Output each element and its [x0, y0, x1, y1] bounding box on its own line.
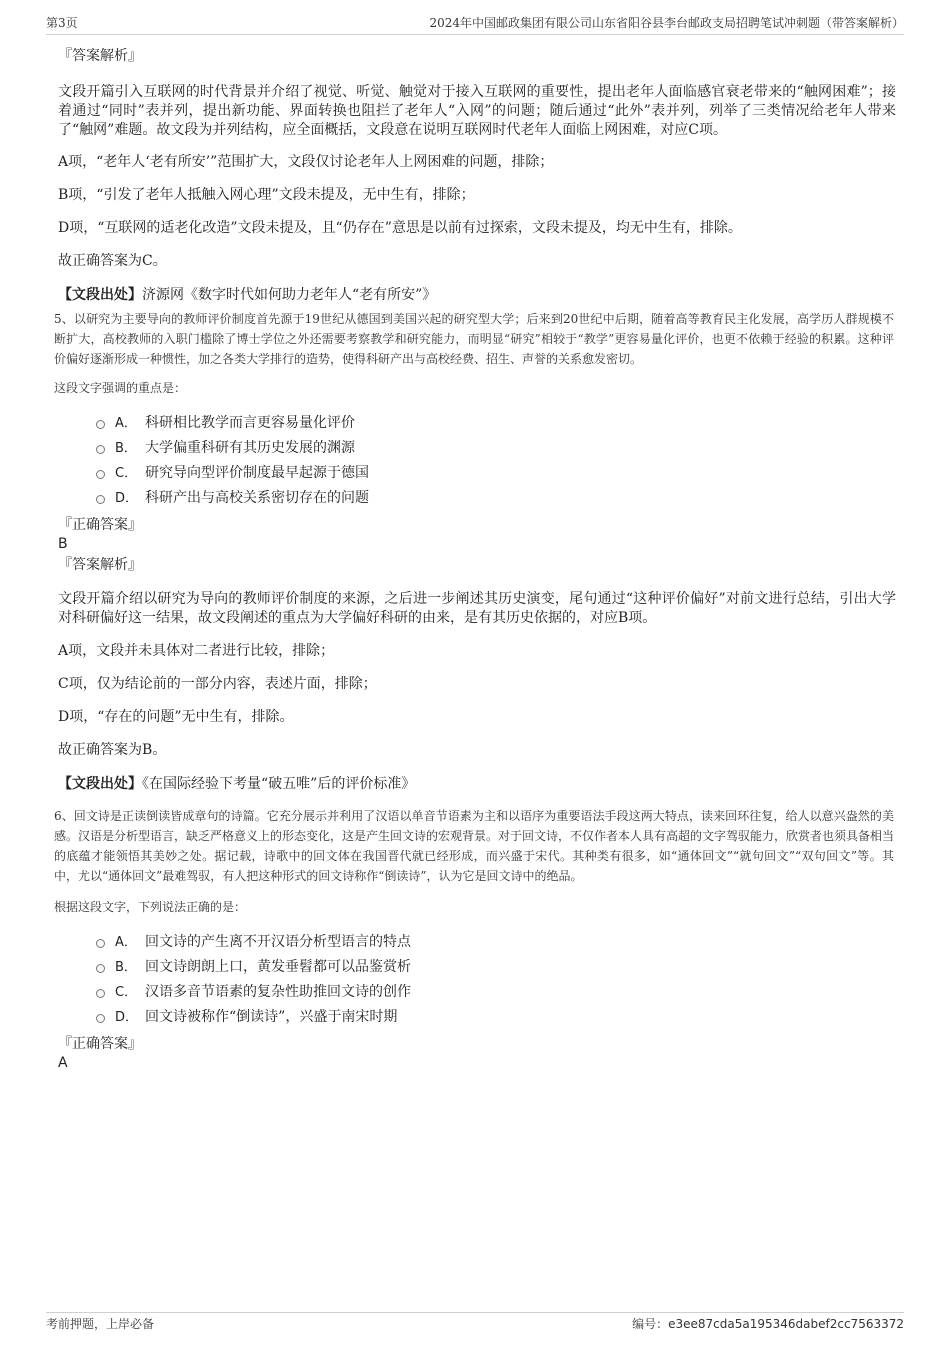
option-letter: C．: [115, 985, 138, 1000]
option-text: 回文诗被称作“倒读诗”，兴盛于南宋时期: [145, 1008, 398, 1025]
q4-conclusion: 故正确答案为C。: [58, 253, 167, 269]
radio-icon[interactable]: [96, 989, 105, 998]
q5-analysis-heading: 『答案解析』: [58, 557, 142, 573]
option-text: 回文诗的产生离不开汉语分析型语言的特点: [145, 933, 411, 950]
q6-option-b[interactable]: [96, 953, 902, 978]
option-letter: A．: [115, 416, 137, 431]
q5-answer-heading: 『正确答案』: [58, 517, 142, 533]
option-text: 大学偏重科研有其历史发展的渊源: [145, 439, 355, 456]
q5-analysis-text: 文段开篇介绍以研究为导向的教师评价制度的来源，之后进一步阐述其历史演变，尾句通过“这种评价偏好”对前文进行总结，引出大学对科研偏好这一结果，故文段阐述的重点为大学偏好科研的由来，是有其历史依据的，对应B项。: [58, 591, 896, 626]
q4-analysis-text: 文段开篇引入互联网的时代背景并介绍了视觉、听觉、触觉对于接入互联网的重要性，提出老年人面临感官衰老带来的“触网困难”；接着通过“同时”表并列，提出新功能、界面转换也阻拦了老年人“入网”的问题；随后通过“此外”表并列，列举了三类情况给老年人带来了“触网”难题。故文段为并列结构，应全面概括，文段意在说明互联网时代老年人面临上网困难，对应C项。: [58, 84, 896, 138]
q5-option-a[interactable]: [96, 409, 902, 434]
q4-option-a-analysis: A项，“老年人‘老有所安’”范围扩大，文段仅讨论老年人上网困难的问题，排除；: [58, 154, 554, 170]
option-text: 汉语多音节语素的复杂性助推回文诗的创作: [145, 983, 411, 1000]
q6-passage: 6、回文诗是正读倒读皆成章句的诗篇。它充分展示并利用了汉语以单音节语素为主和以语序为重要语法手段这两大特点，读来回环往复，给人以意兴盎然的美感。汉语是分析型语言，缺乏严格意义上的形态变化，这是产生回文诗的宏观背景。对于回文诗，不仅作者本人具有高超的文字驾驭能力，欣赏者也须具备相当的底蕴才能领悟其美妙之处。据记载，诗歌中的回文体在我国晋代就已经形成，而兴盛于宋代。其种类有很多，如“通体回文”“就句回文”“双句回文”等。其中，尤以“通体回文”最难驾驭，有人把这种形式的回文诗称作“倒读诗”，认为它是回文诗中的绝品。: [54, 809, 895, 883]
q5-passage: 5、以研究为主要导向的教师评价制度首先源于19世纪从德国到美国兴起的研究型大学；后来到20世纪中后期，随着高等教育民主化发展，高学历人群规模不断扩大，高校教师的入职门槛除了博士学位之外还需要考察教学和研究能力，而明显“研究”相较于“教学”更容易量化评价，也更不依赖于经验的积累。这种评价偏好逐渐形成一种惯性，加之各类大学排行的造势，使得科研产出与高校经费、招生、声誉的关系愈发密切。: [54, 312, 894, 366]
option-text: 科研产出与高校关系密切存在的问题: [145, 489, 369, 506]
option-text: 回文诗朗朗上口，黄发垂髫都可以品鉴赏析: [145, 958, 411, 975]
q5-option-c-analysis: C项，仅为结论前的一部分内容，表述片面，排除；: [58, 676, 377, 692]
option-letter: D．: [115, 1010, 139, 1025]
page-footer: [46, 1312, 904, 1331]
q6-options: [96, 928, 902, 1028]
q6-option-c[interactable]: [96, 978, 902, 1003]
q6-option-d[interactable]: [96, 1003, 902, 1028]
option-text: 科研相比教学而言更容易量化评价: [145, 414, 355, 431]
q6-answer-heading: 『正确答案』: [58, 1036, 142, 1052]
radio-icon[interactable]: [96, 470, 105, 479]
q5-option-a-analysis: A项，文段并未具体对二者进行比较，排除；: [58, 643, 335, 659]
footer-slogan: 考前押题，上岸必备: [46, 1317, 155, 1331]
q6-prompt: 根据这段文字，下列说法正确的是：: [54, 900, 247, 914]
q4-source-text: 济源网《数字时代如何助力老年人“老有所安”》: [142, 287, 437, 303]
option-letter: D．: [115, 491, 139, 506]
radio-icon[interactable]: [96, 939, 105, 948]
q4-source-tag: 【文段出处】: [58, 287, 142, 303]
q4-source: [58, 285, 902, 305]
q6-option-a[interactable]: [96, 928, 902, 953]
q5-source-tag: 【文段出处】: [58, 776, 142, 792]
q4-option-b-analysis: B项，“引发了老年人抵触入网心理”文段未提及，无中生有，排除；: [58, 187, 475, 203]
option-letter: B．: [115, 960, 137, 975]
q5-option-c[interactable]: [96, 459, 902, 484]
q5-conclusion: 故正确答案为B。: [58, 742, 167, 758]
option-letter: C．: [115, 466, 138, 481]
q5-option-d-analysis: D项，“存在的问题”无中生有，排除。: [58, 709, 294, 725]
q5-prompt: 这段文字强调的重点是：: [54, 381, 187, 395]
footer-serial: 编号：e3ee87cda5a195346dabef2cc7563372: [632, 1317, 904, 1331]
radio-icon[interactable]: [96, 445, 105, 454]
q5-options: [96, 409, 902, 509]
option-letter: B．: [115, 441, 137, 456]
q4-option-d-analysis: D项，“互联网的适老化改造”文段未提及，且“仍存在”意思是以前有过探索，文段未提及，均无中生有，排除。: [58, 220, 742, 236]
radio-icon[interactable]: [96, 1014, 105, 1023]
radio-icon[interactable]: [96, 420, 105, 429]
page-header: [46, 14, 904, 35]
option-letter: A．: [115, 935, 137, 950]
q6-answer: A: [58, 1055, 68, 1071]
page-content: [54, 44, 902, 1072]
q5-option-b[interactable]: [96, 434, 902, 459]
q5-source: [58, 774, 902, 794]
document-title: 2024年中国邮政集团有限公司山东省阳谷县李台邮政支局招聘笔试冲刺题（带答案解析）: [429, 16, 904, 30]
radio-icon[interactable]: [96, 964, 105, 973]
page-number: 第3页: [46, 16, 78, 30]
q5-option-d[interactable]: [96, 484, 902, 509]
q5-answer: B: [58, 536, 68, 552]
q5-source-text: 《在国际经验下考量“破五唯”后的评价标准》: [142, 776, 416, 792]
radio-icon[interactable]: [96, 495, 105, 504]
option-text: 研究导向型评价制度最早起源于德国: [145, 464, 369, 481]
q4-analysis-heading: 『答案解析』: [58, 48, 142, 64]
